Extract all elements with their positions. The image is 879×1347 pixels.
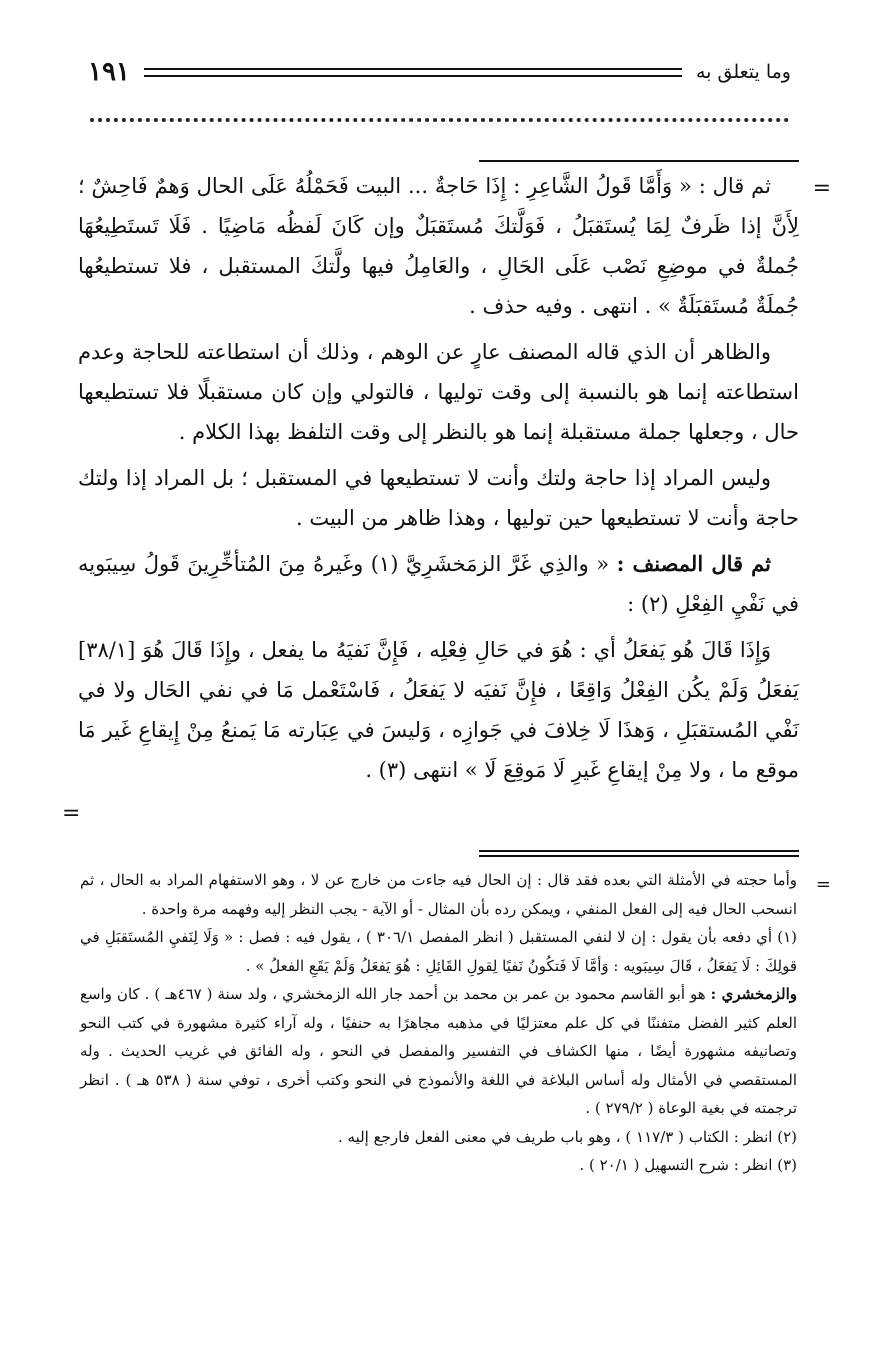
footnote-1: (١) أي دفعه بأن يقول : إن لا لنفي المستقبل ( انظر المفصل ٣٠٦/١ ) ، يقول فيه : فصل : « وَلَا لِنَفيِ المُستَقبَلِ في قولِكَ : لَا يَفعَلُ ، قَالَ سِيبَويه : وَأمَّا لَا فَتكُونُ نَفيًا لِقولِ القَائِلِ : هُوَ يَفعَلُ وَلَمْ يَقَعِ الفعلُ » . bbox=[80, 928, 797, 975]
footnote-2: (٢) انظر : الكتاب ( ١١٧/٣ ) ، وهو باب طريف في معنى الفعل فارجع إليه . bbox=[337, 1127, 797, 1146]
continuation-mark-top: = bbox=[812, 176, 831, 201]
footnote-rule-second bbox=[479, 855, 799, 857]
footnote-continuation: وأما حجته في الأمثلة التي بعده فقد قال : إن الحال فيه جاءت من خارج عن لا ، وهو الاستفهام المراد به الحال ، ثم انسحب الحال فيه إلى الفعل المنفي ، ويمكن رده بأن المثال - أو الآية - يجب النظر إليه وفهمه مرة واحدة . bbox=[80, 871, 797, 918]
running-title: وما يتعلق به bbox=[695, 61, 791, 83]
paragraph-sibawayh-quote: وَإِذَا قَالَ هُو يَفعَلُ أي : هُوَ في حَالِ فِعْلِه ، فَإِنَّ نَفيَهُ ما يفعل ، وإِذَا قَالَ هُوَ [٣٨/١] يَفعَلُ وَلَمْ يكُن الفِعْلُ وَاقِعًا ، فإِنَّ نَفيَه لا يَفعَلُ ، فَاسْتَعْمل مَا في نفي الحَال ولا في نَفْي المُستقبَلِ ، وَهذَا لَا خِلافَ في جَوازِه ، وَليسَ في عِبَارته مَا يَمنعُ مِنْ إِيقاعِ غَير مَا موقع ما ، ولا مِنْ إيقاعِ غَيرِ لَا مَوقِعَ لَا » انتهى (٣) . bbox=[78, 638, 799, 782]
footnote-1-bio-text: هو أبو القاسم محمود بن عمر بن محمد بن أحمد جار الله الزمخشري ، ولد سنة ( ٤٦٧هـ ) . كان واسع العلم كثير الفضل متفننًا في كل علم معتزليًا في مذهبه مجاهرًا به حنفيًا ، وله آراء كثيرة مشهورة في كتب النحو وتصانيفه مشهورة أيضًا ، منها الكشاف في التفسير والمفصل في النحو ، وله الفائق في غريب الحديث . وله المستقصي في الأمثال وله أساس البلاغة في اللغة والأنموذج في النحو وكتب أخرى ، توفي سنة ( ٥٣٨ هـ ) . انظر ترجمته في بغية الوعاة ( ٢٧٩/٢ ) . bbox=[80, 985, 797, 1117]
footnote-continuation-mark: = bbox=[815, 874, 831, 895]
footnotes bbox=[80, 866, 797, 1180]
author-lead: ثم قال المصنف : bbox=[616, 551, 771, 576]
page-number: ١٩١ bbox=[88, 57, 130, 87]
page-header bbox=[88, 52, 791, 92]
dotted-separator bbox=[90, 118, 789, 122]
continuation-mark-bottom: = bbox=[62, 801, 81, 826]
section-rule bbox=[479, 160, 799, 162]
footnote-1-bio bbox=[80, 980, 797, 1123]
footnote-3: (٣) انظر : شرح التسهيل ( ٢٠/١ ) . bbox=[579, 1156, 797, 1174]
paragraph-quote-shair: ثم قال : « وَأَمَّا قَولُ الشَّاعِرِ : إِذَا حَاجةٌ ... البيت فَحَمْلُهُ عَلَى الحال وَهمٌ فَاحِشٌ ؛ لِأَنَّ إذا ظَرفٌ لِمَا يُستَقبَلُ ، فَوَلَّتكَ مُستَقبَلٌ وإن كَانَ لَفظُه مَاضِيًا . فَلَا تَستَطِيعُهَا جُملةٌ في موضِعِ نَصْب عَلَى الحَالِ ، والعَامِلُ فيها ولَّتكَ المستقبل ، فلا تستطيعُها جُملَةٌ مُستَقبَلَةٌ » . انتهى . وفيه حذف . bbox=[78, 174, 799, 318]
paragraph-clarification: وليس المراد إذا حاجة ولتك وأنت لا تستطيعها في المستقبل ؛ بل المراد إذا ولتك حاجة وأنت لا تستطيعها حين توليها ، وهذا ظاهر من البيت . bbox=[78, 466, 799, 530]
main-text bbox=[78, 166, 799, 796]
footnote-rule bbox=[479, 850, 799, 852]
paragraph-commentary: والظاهر أن الذي قاله المصنف عارٍ عن الوهم ، وذلك أن استطاعته للحاجة وعدم استطاعته إنما هو بالنسبة إلى وقت توليها ، فالتولي وإن كان مستقبلًا فلا تستطيعها حال ، وجعلها جملة مستقبلة إنما هو بالنظر إلى وقت التلفظ بهذا الكلام . bbox=[78, 340, 799, 444]
author-quote-text: « والذِي غَرَّ الزمَخشَرِيَّ (١) وغَيرهُ مِنَ المُتأخِّرِينَ قَولُ سِيبَويه في نَفْيِ الفِعْلِ (٢) : bbox=[78, 552, 799, 616]
paragraph-author-quote bbox=[78, 544, 799, 624]
footnote-1-term: والزمخشري : bbox=[710, 985, 797, 1003]
header-double-rule bbox=[144, 68, 682, 77]
